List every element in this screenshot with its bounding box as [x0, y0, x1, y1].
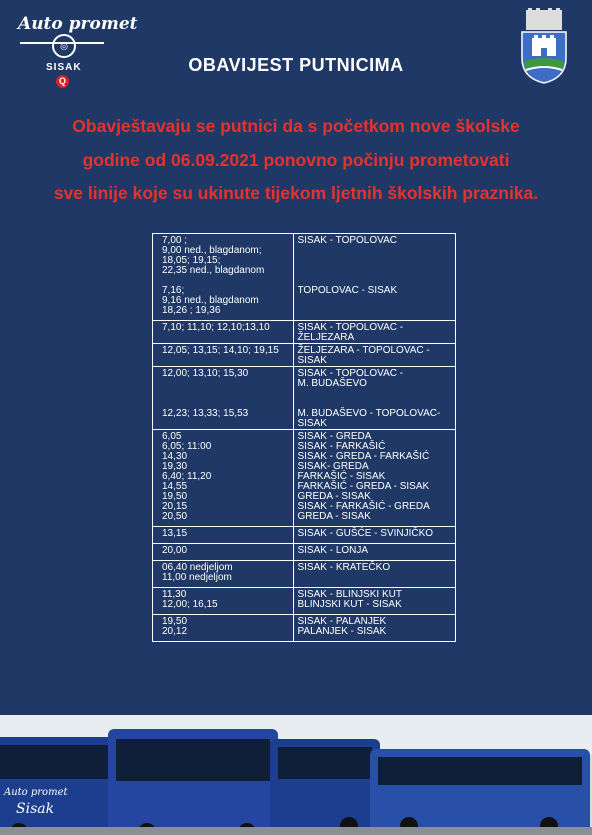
schedule-row	[153, 344, 456, 367]
route-name: M. BUDAŠEVO - TOPOLOVAC-	[297, 408, 441, 419]
quality-badge-icon: Q	[56, 75, 69, 88]
route-cell	[294, 321, 456, 344]
schedule-row	[153, 544, 456, 561]
route-name: BLINJSKI KUT - SISAK	[297, 599, 402, 610]
route-name	[297, 246, 450, 256]
departure-time: 6,05	[162, 431, 182, 442]
departure-time: 18,26 ; 19,36	[162, 305, 221, 316]
departure-time: 22,35 ned., blagdanom	[162, 265, 265, 276]
notice-text	[0, 110, 592, 211]
departure-time: 20,15	[162, 501, 188, 512]
departure-time: 19,50	[162, 491, 188, 502]
route-name: SISAK- GREDA	[297, 461, 369, 472]
route-name: SISAK - FARKAŠIĆ - GREDA	[297, 501, 430, 512]
route-name: ŽELJEZARA - TOPOLOVAC -	[297, 345, 430, 356]
bus-city-label: Sisak	[16, 801, 55, 817]
schedule-row	[153, 430, 456, 527]
departure-time: 9,00 ned., blagdanom;	[162, 245, 262, 256]
notice-line-1: Obavještavaju se putnici da s početkom nove školske	[72, 116, 520, 136]
route-name: SISAK - LONJA	[297, 545, 369, 556]
departure-times-cell	[153, 544, 294, 561]
route-name: SISAK - TOPOLOVAC -	[297, 322, 404, 333]
schedule-row	[153, 527, 456, 544]
schedule-table	[152, 233, 456, 642]
departure-times-cell	[153, 527, 294, 544]
schedule-row	[153, 367, 456, 430]
departure-time: 12,05; 13,15; 14,10; 19,15	[162, 345, 279, 356]
route-name: GREDA - SISAK	[297, 491, 371, 502]
route-cell	[294, 544, 456, 561]
departure-time: 14,55	[162, 481, 188, 492]
route-cell	[294, 430, 456, 527]
route-cell	[294, 615, 456, 642]
route-cell	[294, 561, 456, 588]
logo-brand-text: Auto promet	[18, 14, 138, 34]
route-name: SISAK - GREDA	[297, 431, 372, 442]
bus-fleet-photo	[0, 715, 592, 835]
departure-time: 7,10; 11,10; 12,10;13,10	[162, 322, 270, 333]
route-name: SISAK - GREDA - FARKAŠIĆ	[297, 451, 430, 462]
route-name	[297, 266, 450, 276]
route-name: FARKAŠIĆ - GREDA - SISAK	[297, 481, 430, 492]
departure-time: 11,30	[162, 589, 187, 600]
notice-line-2: godine od 06.09.2021 ponovno počinju prometovati	[82, 149, 510, 170]
departure-time: 19,50	[162, 616, 188, 627]
route-name: M. BUDAŠEVO	[297, 378, 367, 389]
route-name: SISAK - KRATEČKO	[297, 562, 391, 573]
route-name: FARKAŠIĆ - SISAK	[297, 471, 386, 482]
route-cell	[294, 367, 456, 430]
route-name	[297, 389, 450, 399]
route-cell	[294, 527, 456, 544]
schedule-row	[153, 588, 456, 615]
route-name: SISAK - FARKAŠIĆ	[297, 441, 386, 452]
route-name: SISAK - BLINJSKI KUT	[297, 589, 402, 600]
departure-time	[162, 389, 288, 399]
departure-time: 20,50	[162, 511, 188, 522]
route-name: SISAK - TOPOLOVAC -	[297, 368, 404, 379]
departure-time: 6,05; 11:00	[162, 441, 212, 452]
departure-time: 7,00 ;	[162, 235, 188, 246]
auto-promet-logo	[16, 12, 138, 92]
departure-time: 14,30	[162, 451, 188, 462]
bus-brand-label: Auto promet	[4, 787, 68, 798]
schedule-row	[153, 234, 456, 321]
route-name: GREDA - SISAK	[297, 511, 371, 522]
route-name: TOPOLOVAC - SISAK	[297, 285, 398, 296]
route-name: PALANJEK - SISAK	[297, 626, 387, 637]
route-name: ŽELJEZARA	[297, 332, 355, 343]
departure-times-cell	[153, 615, 294, 642]
departure-times-cell	[153, 321, 294, 344]
logo-emblem-icon: ◎	[52, 34, 76, 58]
departure-times-cell	[153, 234, 294, 321]
departure-times-cell	[153, 367, 294, 430]
schedule-row	[153, 615, 456, 642]
departure-time: 12,23; 13,33; 15,53	[162, 408, 249, 419]
route-name: SISAK - PALANJEK	[297, 616, 387, 627]
schedule-row	[153, 321, 456, 344]
route-cell	[294, 344, 456, 367]
departure-time: 18,05; 19,15;	[162, 255, 221, 266]
route-name: SISAK	[297, 418, 327, 429]
route-name	[297, 256, 450, 266]
departure-time: 20,00	[162, 545, 188, 556]
departure-time: 20,12	[162, 626, 188, 637]
notice-line-3: sve linije koje su ukinute tijekom ljetnih školskih praznika.	[53, 183, 539, 203]
departure-time: 13,15	[162, 528, 188, 539]
departure-times-cell	[153, 588, 294, 615]
departure-time: 6,40; 11,20	[162, 471, 212, 482]
route-cell	[294, 234, 456, 321]
departure-times-cell	[153, 561, 294, 588]
departure-times-cell	[153, 344, 294, 367]
departure-time	[162, 379, 288, 389]
departure-time: 19,30	[162, 461, 188, 472]
departure-time: 7,16;	[162, 285, 185, 296]
departure-time: 06,40 nedjeljom	[162, 562, 233, 573]
logo-city-text: SISAK	[46, 62, 82, 73]
page-title: OBAVIJEST PUTNICIMA	[188, 55, 404, 75]
departure-time: 11,00 nedjeljom	[162, 572, 232, 583]
departure-time: 9,16 ned., blagdanom	[162, 295, 259, 306]
route-name: SISAK - TOPOLOVAC	[297, 235, 397, 246]
schedule-row	[153, 561, 456, 588]
route-name: SISAK	[297, 355, 327, 366]
departure-times-cell	[153, 430, 294, 527]
route-cell	[294, 588, 456, 615]
departure-time: 12,00; 16,15	[162, 599, 218, 610]
route-name: SISAK - GUŠĆE - SVINJIČKO	[297, 528, 434, 539]
departure-time: 12,00; 13,10; 15,30	[162, 368, 249, 379]
